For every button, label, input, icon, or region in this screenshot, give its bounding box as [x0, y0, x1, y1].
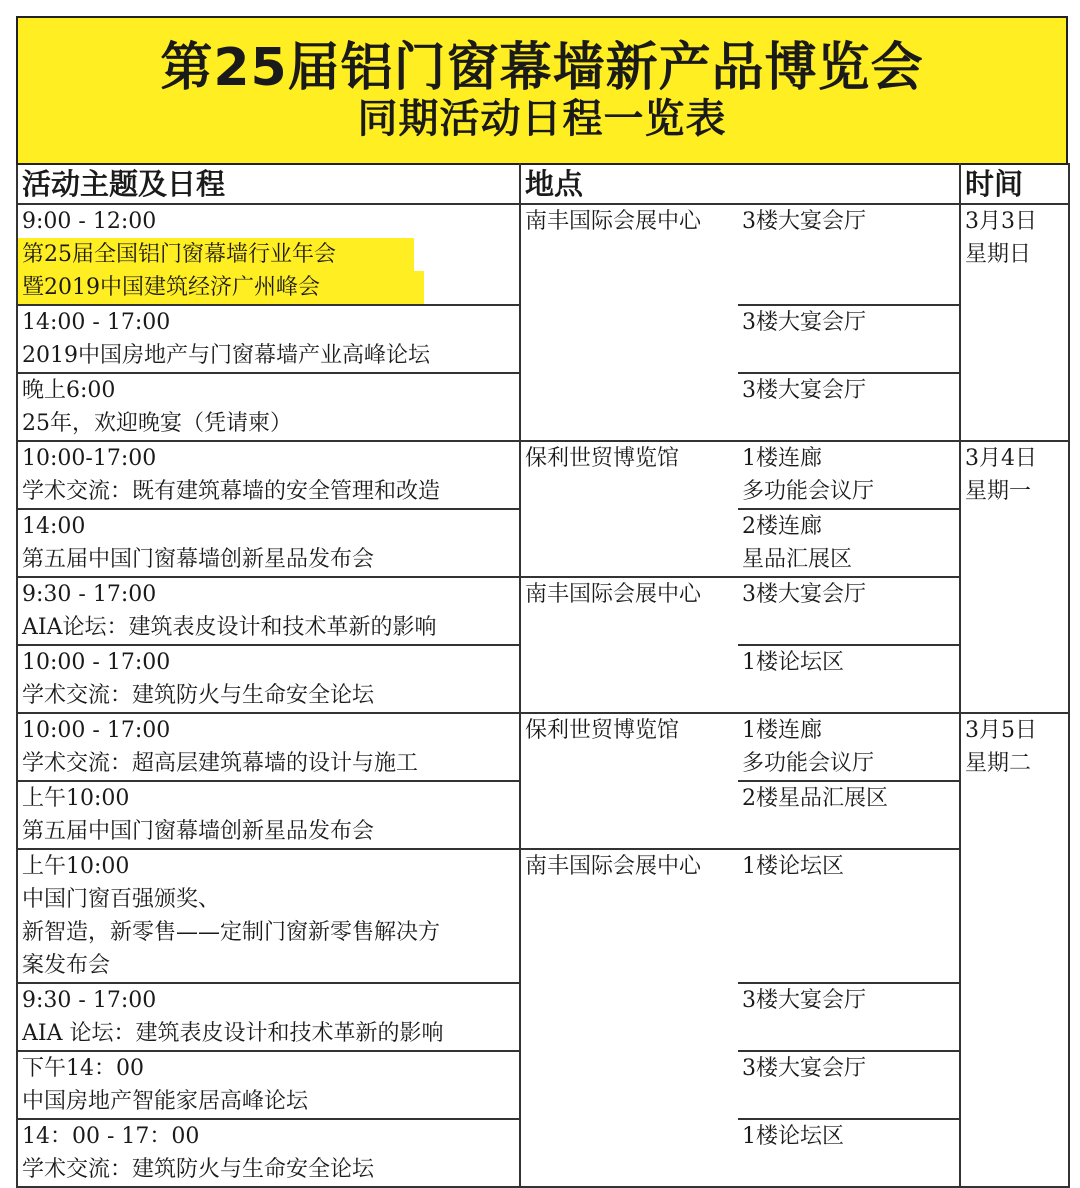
table-row	[17, 713, 1069, 781]
hall-cell: 3楼大宴会厅	[738, 983, 960, 1051]
activity-cell	[17, 849, 520, 983]
page-title: 第25届铝门窗幕墙新产品博览会	[160, 38, 924, 98]
event-time: 14:00	[22, 514, 86, 539]
event-time: 10:00-17:00	[22, 446, 157, 471]
hall-cell: 3楼大宴会厅	[738, 577, 960, 645]
hall-cell: 1楼论坛区	[738, 849, 960, 983]
date-cell	[960, 204, 1069, 441]
activity-cell	[17, 1051, 520, 1119]
hall-cell: 3楼大宴会厅	[738, 204, 960, 305]
event-time: 10:00 - 17:00	[22, 650, 171, 675]
hall-line: 1楼连廊	[742, 718, 822, 743]
event-time: 10:00 - 17:00	[22, 718, 171, 743]
venue-cell: 南丰国际会展中心	[520, 204, 738, 441]
date-text: 3月4日	[965, 446, 1038, 471]
header-date: 时间	[960, 164, 1069, 204]
date-text: 3月5日	[965, 718, 1038, 743]
event-title: 案发布会	[22, 953, 111, 978]
activity-cell	[17, 645, 520, 713]
event-title: AIA论坛：建筑表皮设计和技术革新的影响	[22, 615, 437, 640]
hall-cell: 3楼大宴会厅	[738, 305, 960, 373]
event-title: 25年，欢迎晚宴（凭请柬）	[22, 411, 292, 436]
event-title: 学术交流：超高层建筑幕墙的设计与施工	[22, 751, 419, 776]
weekday-text: 星期日	[965, 242, 1032, 267]
event-time: 晚上6:00	[22, 378, 116, 403]
table-row	[17, 441, 1069, 509]
venue-cell: 南丰国际会展中心	[520, 577, 738, 713]
event-time: 上午10:00	[22, 854, 130, 879]
event-time: 下午14：00	[22, 1056, 144, 1081]
schedule-table	[16, 163, 1070, 1188]
activity-cell	[17, 441, 520, 509]
event-title: 学术交流：建筑防火与生命安全论坛	[22, 683, 375, 708]
activity-cell	[17, 781, 520, 849]
hall-cell: 1楼论坛区	[738, 645, 960, 713]
activity-cell	[17, 305, 520, 373]
hall-line: 1楼连廊	[742, 446, 822, 471]
event-title: AIA 论坛：建筑表皮设计和技术革新的影响	[22, 1021, 444, 1046]
hall-line: 2楼连廊	[742, 514, 822, 539]
table-row	[17, 849, 1069, 983]
venue-cell: 南丰国际会展中心	[520, 849, 738, 1187]
hall-line: 多功能会议厅	[742, 479, 875, 504]
activity-cell	[17, 373, 520, 441]
venue-cell: 保利世贸博览馆	[520, 441, 738, 577]
event-title: 中国门窗百强颁奖、	[22, 887, 221, 912]
date-text: 3月3日	[965, 209, 1038, 234]
hall-cell: 1楼论坛区	[738, 1119, 960, 1187]
hall-cell: 3楼大宴会厅	[738, 373, 960, 441]
venue-cell: 保利世贸博览馆	[520, 713, 738, 849]
event-title: 学术交流：建筑防火与生命安全论坛	[22, 1157, 375, 1182]
activity-cell	[17, 1119, 520, 1187]
event-title: 新智造，新零售——定制门窗新零售解决方	[22, 920, 441, 945]
activity-cell	[17, 509, 520, 577]
event-time: 9:00 - 12:00	[22, 209, 157, 234]
weekday-text: 星期一	[965, 479, 1032, 504]
event-title-highlighted: 暨2019中国建筑经济广州峰会	[18, 271, 424, 304]
hall-cell	[738, 713, 960, 781]
event-time: 14：00 - 17：00	[22, 1124, 200, 1149]
schedule-sheet	[16, 16, 1068, 1188]
hall-line: 星品汇展区	[742, 547, 853, 572]
event-time: 上午10:00	[22, 786, 130, 811]
title-banner	[16, 16, 1068, 163]
hall-cell	[738, 441, 960, 509]
hall-cell	[738, 509, 960, 577]
activity-cell	[17, 983, 520, 1051]
header-location: 地点	[520, 164, 960, 204]
activity-cell	[17, 577, 520, 645]
event-title: 2019中国房地产与门窗幕墙产业高峰论坛	[22, 343, 430, 368]
page-subtitle: 同期活动日程一览表	[357, 96, 727, 142]
event-title: 第五届中国门窗幕墙创新星品发布会	[22, 547, 375, 572]
hall-cell: 3楼大宴会厅	[738, 1051, 960, 1119]
activity-cell	[17, 713, 520, 781]
hall-line: 多功能会议厅	[742, 751, 875, 776]
date-cell	[960, 713, 1069, 1187]
header-activity: 活动主题及日程	[17, 164, 520, 204]
event-title-highlighted: 第25届全国铝门窗幕墙行业年会	[18, 238, 414, 271]
header-row	[17, 164, 1069, 204]
activity-cell	[17, 204, 520, 305]
event-time: 9:30 - 17:00	[22, 988, 157, 1013]
event-title: 学术交流：既有建筑幕墙的安全管理和改造	[22, 479, 441, 504]
date-cell	[960, 441, 1069, 713]
hall-cell: 2楼星品汇展区	[738, 781, 960, 849]
event-time: 9:30 - 17:00	[22, 582, 157, 607]
event-title: 中国房地产智能家居高峰论坛	[22, 1089, 309, 1114]
event-time: 14:00 - 17:00	[22, 310, 171, 335]
table-row	[17, 204, 1069, 305]
weekday-text: 星期二	[965, 751, 1032, 776]
table-row	[17, 577, 1069, 645]
event-title: 第五届中国门窗幕墙创新星品发布会	[22, 819, 375, 844]
